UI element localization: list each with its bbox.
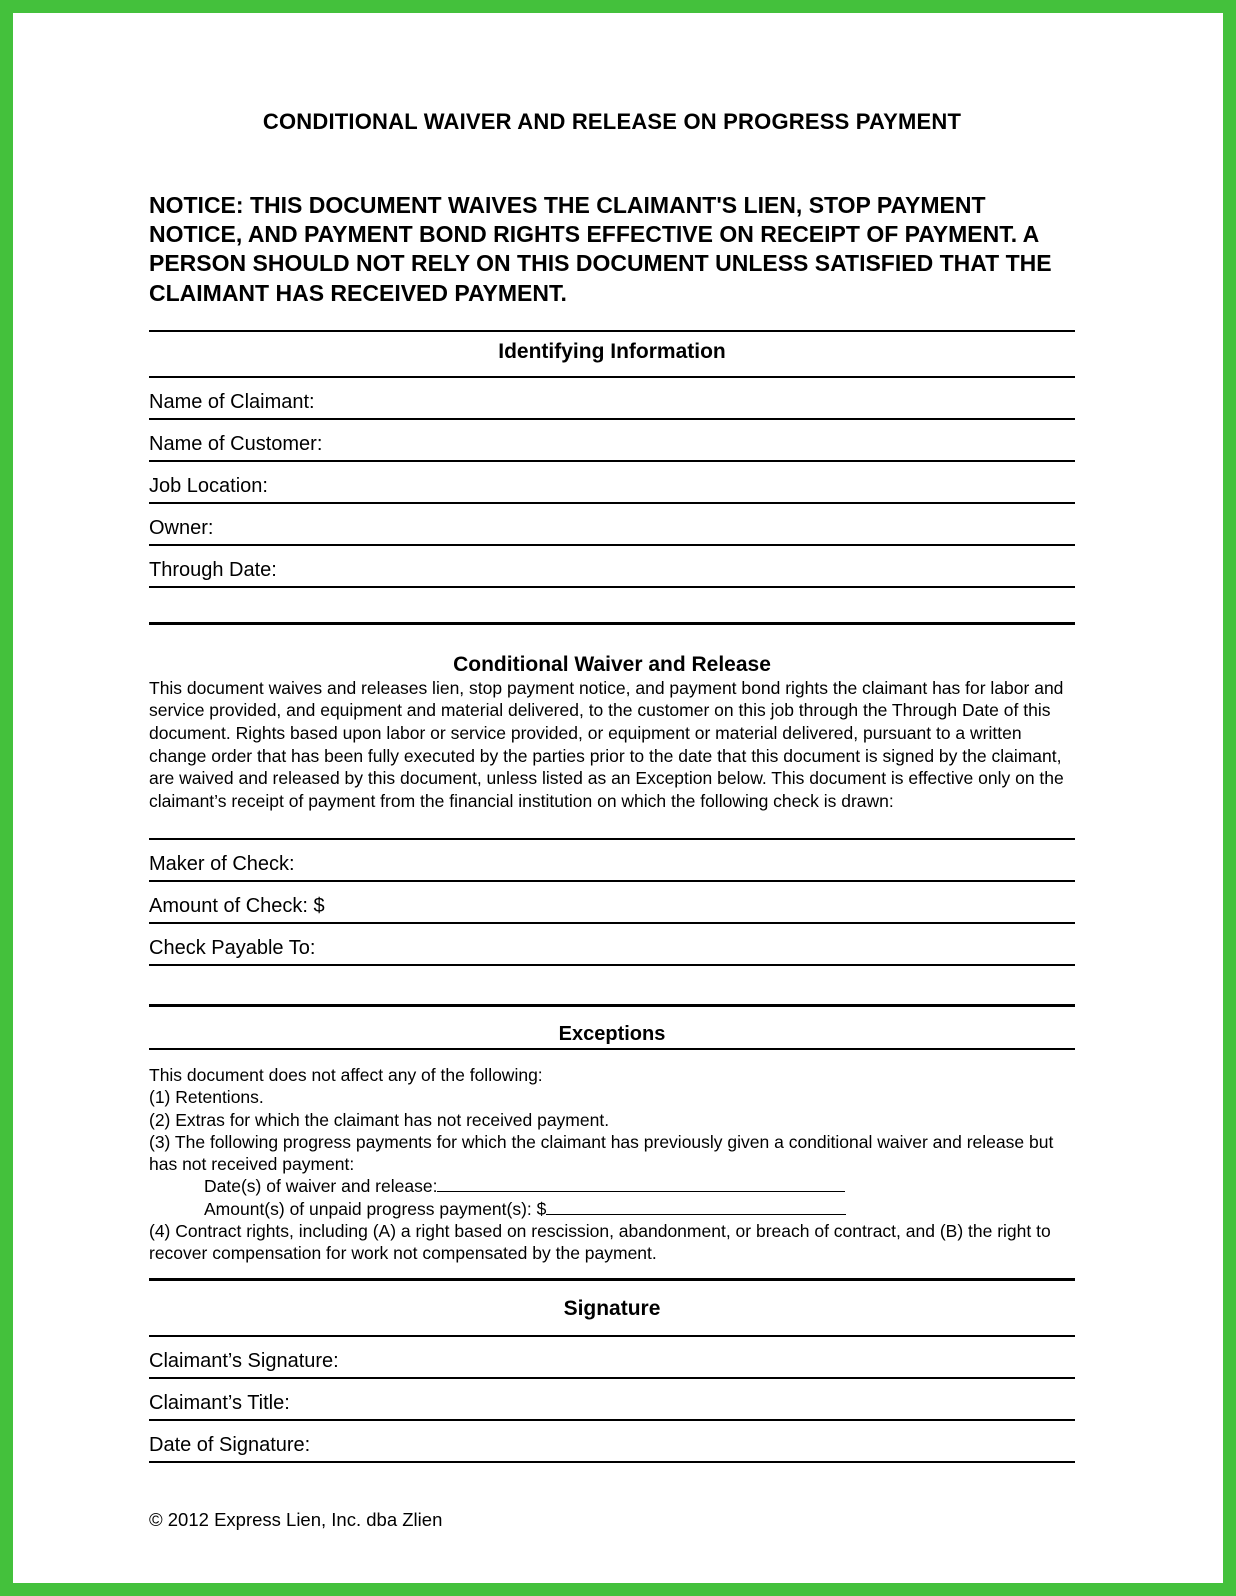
blank-line xyxy=(546,1198,846,1215)
field-maker-of-check xyxy=(149,853,1075,882)
field-label: Amount(s) of unpaid progress payment(s): $ xyxy=(204,1198,547,1219)
conditional-waiver-heading: Conditional Waiver and Release xyxy=(453,652,771,676)
section-divider xyxy=(149,622,1075,625)
field-label: Claimant’s Title: xyxy=(149,1392,290,1415)
field-amount-of-check xyxy=(149,895,1075,924)
identifying-information-heading: Identifying Information xyxy=(498,339,726,363)
field-check-payable-to xyxy=(149,937,1075,966)
field-label: Date(s) of waiver and release: xyxy=(204,1176,438,1197)
section-divider xyxy=(149,1335,1075,1337)
exception-item-1: (1) Retentions. xyxy=(149,1087,264,1108)
copyright-text: © 2012 Express Lien, Inc. dba Zlien xyxy=(149,1509,443,1531)
blank-line xyxy=(437,1176,845,1193)
field-label: Job Location: xyxy=(149,474,268,497)
field-claimants-title xyxy=(149,1392,1075,1421)
field-amounts-of-unpaid-progress-payments xyxy=(204,1198,1075,1220)
field-label: Name of Customer: xyxy=(149,432,323,455)
field-date-of-signature xyxy=(149,1434,1075,1463)
exceptions-intro: This document does not affect any of the following: xyxy=(149,1065,543,1086)
waiver-body-text: This document waives and releases lien, stop payment notice, and payment bond rights the claimant has for labor and service provided, and equipment and material delivered, to the customer on this job through the Through Date of this document. Rights based upon labor or service provided, or equipment or material delivered, pursuant to a written change order that has been fully executed by the parties prior to the date that this document is signed by the claimant, are waived and released by this document, unless listed as an Exception below. This document is effective only on the claimant’s receipt of payment from the financial institution on which the following check is drawn: xyxy=(149,677,1064,811)
field-through-date xyxy=(149,559,1075,588)
section-divider xyxy=(149,330,1075,332)
field-owner xyxy=(149,517,1075,546)
exceptions-list xyxy=(149,1064,1075,1264)
section-divider xyxy=(149,1004,1075,1007)
field-label: Claimant’s Signature: xyxy=(149,1350,339,1373)
notice-text: NOTICE: THIS DOCUMENT WAIVES THE CLAIMANT'S LIEN, STOP PAYMENT NOTICE, AND PAYMENT BOND RIGHTS EFFECTIVE ON RECEIPT OF PAYMENT. A PERSON SHOULD NOT RELY ON THIS DOCUMENT UNLESS SATISFIED THAT THE CLAIMANT HAS RECEIVED PAYMENT. xyxy=(149,192,1052,306)
field-name-of-claimant xyxy=(149,391,1075,420)
exception-item-3: (3) The following progress payments for which the claimant has previously given a conditional waiver and release but has not received payment: xyxy=(149,1131,1054,1175)
check-fields xyxy=(149,853,1075,966)
exception-item-4: (4) Contract rights, including (A) a right based on rescission, abandonment, or breach of contract, and (B) the right to recover compensation for work not compensated by the payment. xyxy=(149,1220,1051,1263)
section-divider xyxy=(149,1278,1075,1281)
identifying-fields xyxy=(149,391,1075,588)
field-label: Maker of Check: xyxy=(149,853,295,876)
field-claimants-signature xyxy=(149,1350,1075,1379)
section-divider xyxy=(149,376,1075,378)
field-name-of-customer xyxy=(149,433,1075,462)
document-title: CONDITIONAL WAIVER AND RELEASE ON PROGRESS PAYMENT xyxy=(262,109,962,134)
field-label: Check Payable To: xyxy=(149,937,316,960)
field-label: Owner: xyxy=(149,516,214,539)
signature-heading: Signature xyxy=(563,1297,661,1321)
field-job-location xyxy=(149,475,1075,504)
field-label: Date of Signature: xyxy=(149,1434,311,1457)
document-page xyxy=(13,13,1223,1561)
field-label: Amount of Check: $ xyxy=(149,895,325,918)
exception-item-2: (2) Extras for which the claimant has not received payment. xyxy=(149,1109,610,1130)
exceptions-heading: Exceptions xyxy=(149,1023,1075,1050)
field-label: Through Date: xyxy=(149,558,277,581)
field-dates-of-waiver-and-release xyxy=(204,1175,1075,1197)
signature-fields xyxy=(149,1350,1075,1463)
section-divider xyxy=(149,838,1075,840)
field-label: Name of Claimant: xyxy=(149,390,315,413)
